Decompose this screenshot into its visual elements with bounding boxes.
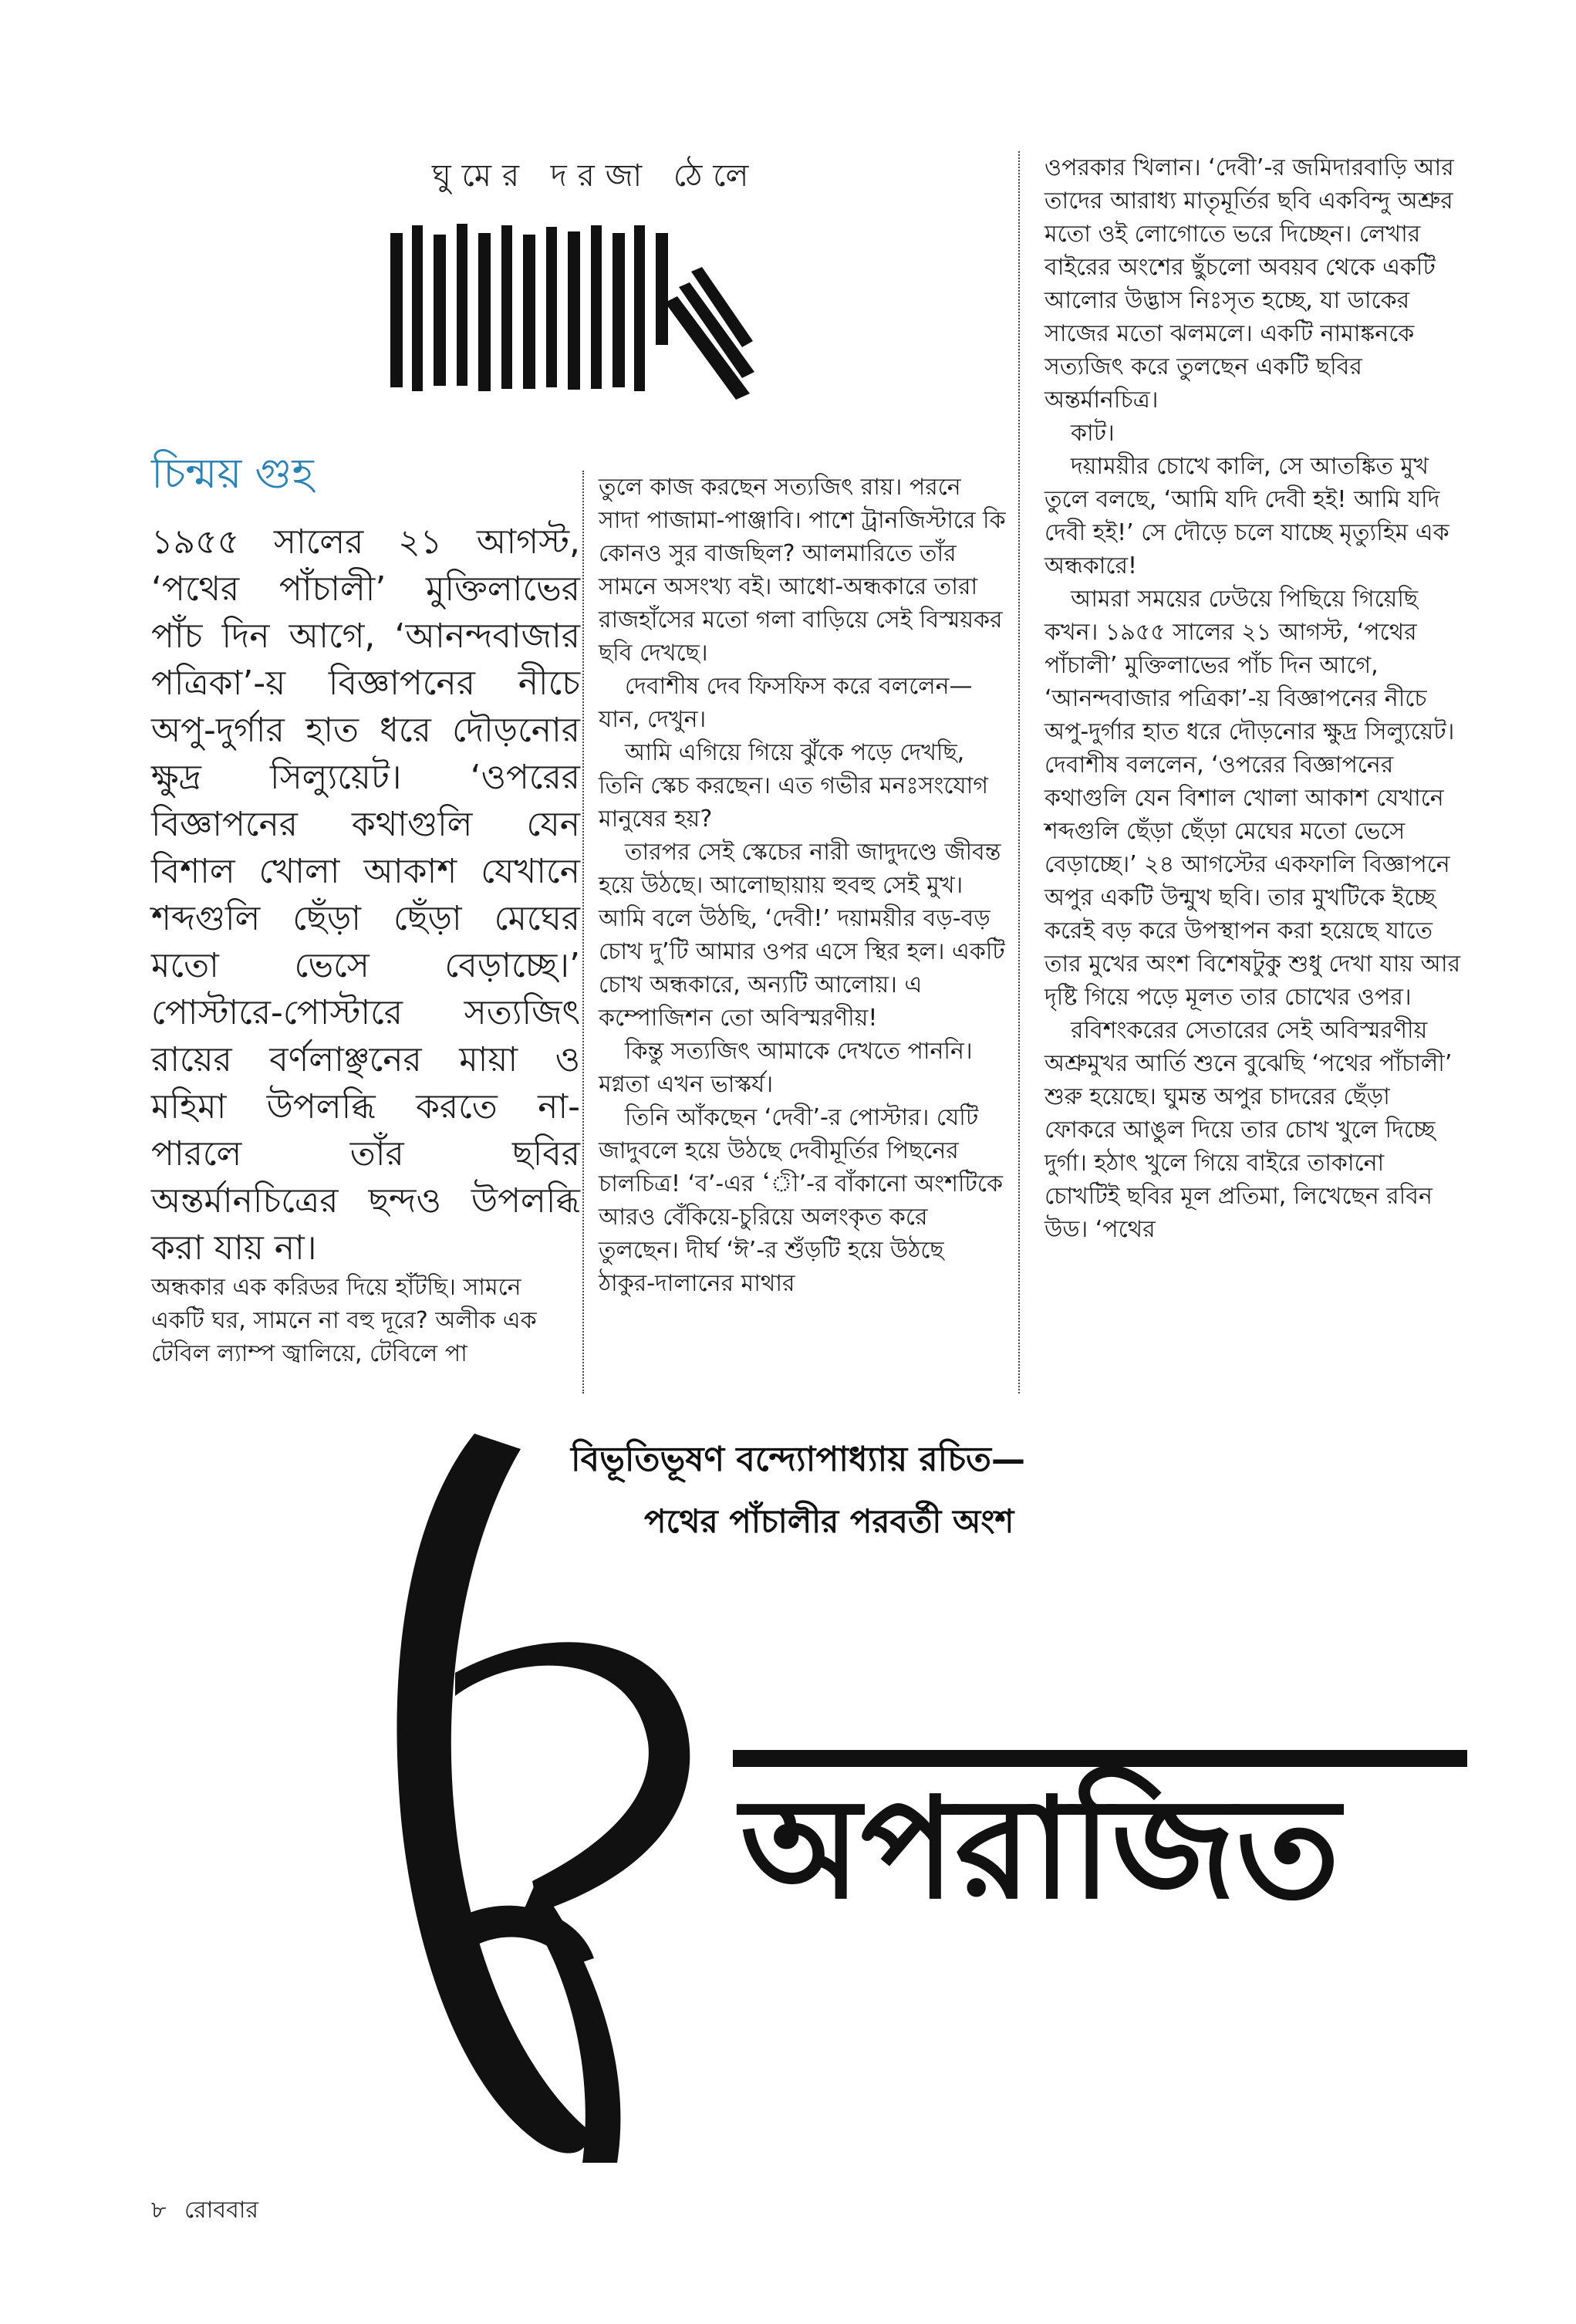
column-paragraph: দেবাশীষ দেব ফিসফিস করে বললেন—যান, দেখুন। xyxy=(599,673,973,733)
column-paragraph: দয়াময়ীর চোখে কালি, সে আতঙ্কিত মুখ তুলে বলছে, ‘আমি যদি দেবী হই! আমি যদি দেবী হই!’ সে দৌড়ে চলে যাচ্ছে মৃত্যুহিম এক অন্ধকারে! xyxy=(1044,453,1449,579)
column-paragraph: তারপর সেই স্কেচের নারী জাদুদণ্ডে জীবন্ত হয়ে উঠছে। আলোছায়ায় হুবহু সেই মুখ। আমি বলে উঠছি, ‘দেবী!’ দয়াময়ীর বড়-বড় চোখ দু’টি আমার ওপর এসে স্থির হল। একটি চোখ অন্ধকারে, অন্যটি আলোয়। এ কম্পোজিশন তো অবিস্মরণীয়! xyxy=(599,839,1005,1032)
column-paragraph: অন্ধকার এক করিডর দিয়ে হাঁটছি। সামনে একটি ঘর, সামনে না বহু দূরে? অলীক এক টেবিল ল্যাম্প জ্বালিয়ে, টেবিলে পা xyxy=(151,1274,537,1367)
column-divider xyxy=(1018,151,1020,1393)
poster-image xyxy=(339,1418,1467,2174)
column-paragraph: রবিশংকরের সেতারের সেই অবিস্মরণীয় অশ্রুমুখর আর্তি শুনে বুঝেছি ‘পথের পাঁচালী’ শুরু হয়েছে। ঘুমন্ত অপুর চাদরের ছেঁড়া ফোকরে আঙুল দিয়ে তার চোখ খুলে দিচ্ছে দুর্গা। হঠাৎ খুলে গিয়ে বাইরে তাকানো চোখটিই ছবির মূল প্রতিমা, লিখেছেন রবিন উড। ‘পথের xyxy=(1044,1017,1453,1243)
lead-paragraph xyxy=(151,519,580,1272)
aparajito-poster xyxy=(339,1418,1467,2174)
column-paragraph: ওপরকার খিলান। ‘দেবী’-র জমিদারবাড়ি আর তাদের আরাধ্য মাতৃমূর্তির ছবি একবিন্দু অশ্রুর মতো ওই লোগোতে ভরে দিচ্ছেন। লেখার বাইরের অংশের ছুঁচলো অবয়ব থেকে একটি আলোর উদ্ভাস নিঃসৃত হচ্ছে, যা ডাকের সাজের মতো ঝলমলে। একটি নামাঙ্কনকে সত্যজিৎ করে তুলছেন একটি ছবির অন্তর্মানচিত্র। xyxy=(1044,154,1454,414)
page-number: ৮ xyxy=(151,2197,167,2224)
title-calligraphy-art xyxy=(386,218,756,410)
author-byline: চিন্ময় গুহ xyxy=(151,449,314,498)
column-divider xyxy=(582,471,584,1393)
column-paragraph: আমি এগিয়ে গিয়ে ঝুঁকে পড়ে দেখছি, তিনি স্কেচ করছেন। এত গভীর মনঃসংযোগ মানুষের হয়? xyxy=(599,739,989,833)
kicker-heading: ঘুমের দরজা ঠেলে xyxy=(432,158,760,194)
poster-subtitle-line: পথের পাঁচালীর পরবর্তী অংশ xyxy=(644,1502,1014,1540)
title-calligraphy xyxy=(386,218,756,410)
lead-text: ১৯৫৫ সালের ২১ আগস্ট, ‘পথের পাঁচালী’ মুক্তিলাভের পাঁচ দিন আগে, ‘আনন্দবাজার পত্রিকা’-য় বিজ্ঞাপনের নীচে অপু-দুর্গার হাত ধরে দৌড়নোর ক্ষুদ্র সিল্যুয়েট। ‘ওপরের বিজ্ঞাপনের কথাগুলি যেন বিশাল খোলা আকাশ যেখানে শব্দগুলি ছেঁড়া ছেঁড়া মেঘের মতো ভেসে বেড়াচ্ছে।’ পোস্টারে-পোস্টারে সত্যজিৎ রায়ের বর্ণলাঞ্ছনের মায়া ও মহিমা উপলব্ধি করতে না-পারলে তাঁর ছবির অন্তর্মানচিত্রের ছন্দও উপলব্ধি করা যায় না। xyxy=(151,522,580,1268)
column-paragraph: আমরা সময়ের ঢেউয়ে পিছিয়ে গিয়েছি কখন। ১৯৫৫ সালের ২১ আগস্ট, ‘পথের পাঁচালী’ মুক্তিলাভের পাঁচ দিন আগে, ‘আনন্দবাজার পত্রিকা’-য় বিজ্ঞাপনের নীচে অপু-দুর্গার হাত ধরে দৌড়নোর ক্ষুদ্র সিল্যুয়েট। দেবাশীষ বললেন, ‘ওপরের বিজ্ঞাপনের কথাগুলি যেন বিশাল খোলা আকাশ যেখানে শব্দগুলি ছেঁড়া ছেঁড়া মেঘের মতো ভেসে বেড়াচ্ছে।’ ২৪ আগস্টের একফালি বিজ্ঞাপনে অপুর একটি উন্মুখ ছবি। তার মুখটিকে ইচ্ছে করেই বড় করে উপস্থাপন করা হয়েছে যাতে তার মুখের অংশ বিশেষটুকু শুধু দেখা যায় আর দৃষ্টি গিয়ে পড়ে মূলত তার চোখের ওপর। xyxy=(1044,586,1461,1011)
article-column-1 xyxy=(151,1271,568,1370)
column-paragraph: তিনি আঁকছেন ‘দেবী’-র পোস্টার। যেটি জাদুবলে হয়ে উঠছে দেবীমূর্তির পিছনের চালচিত্র! ‘ব’-এর ‘ী’-র বাঁকানো অংশটিকে আরও বেঁকিয়ে-চুরিয়ে অলংকৃত করে তুলছেন। দীর্ঘ ‘ঈ’-র শুঁড়টি হয়ে উঠছে ঠাকুর-দালানের মাথার xyxy=(599,1104,1003,1297)
column-paragraph: তুলে কাজ করছেন সত্যজিৎ রায়। পরনে সাদা পাজামা-পাঞ্জাবি। পাশে ট্রানজিস্টারে কি কোনও সুর বাজছিল? আলমারিতে তাঁর সামনে অসংখ্য বই। আধো-অন্ধকারে তারা রাজহাঁসের মতো গলা বাড়িয়ে সেই বিস্ময়কর ছবি দেখছে। xyxy=(599,474,1006,667)
poster-title: অপরাজিত xyxy=(741,1768,1340,1930)
article-column-2 xyxy=(599,471,1007,1300)
poster-credit-line: বিভূতিভূষণ বন্দ্যোপাধ্যায় রচিত— xyxy=(571,1440,1026,1479)
magazine-name: রোববার xyxy=(184,2197,258,2224)
article-column-3 xyxy=(1044,151,1461,1246)
column-paragraph: কাট। xyxy=(1071,420,1115,447)
column-paragraph: কিন্তু সত্যজিৎ আমাকে দেখতে পাননি। মগ্নতা এখন ভাস্কর্য। xyxy=(599,1038,973,1098)
page-footer xyxy=(151,2191,258,2231)
